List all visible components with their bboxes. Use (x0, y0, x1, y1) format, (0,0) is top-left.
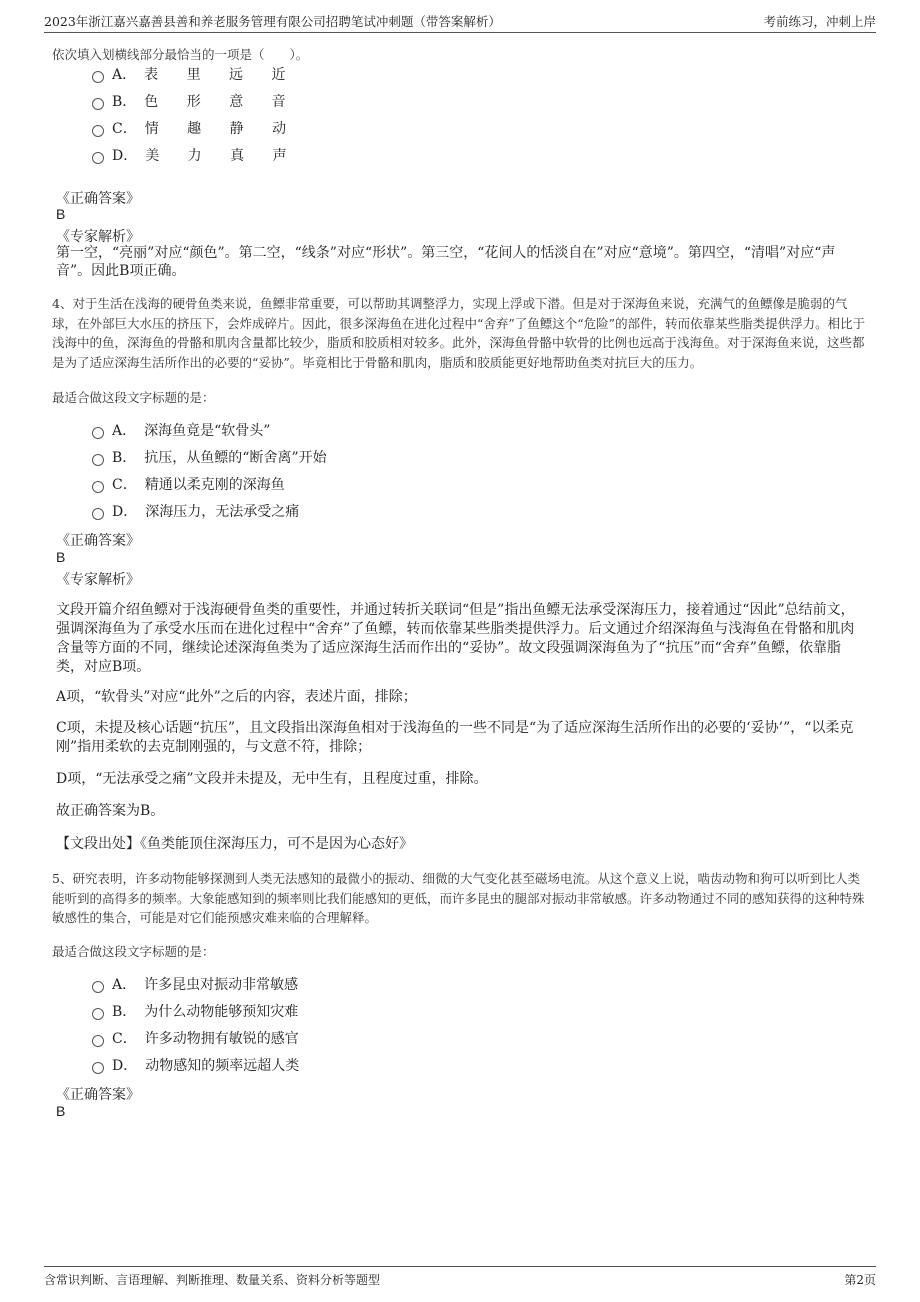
q4-analysis-d: D项，“无法承受之痛”文段并未提及，无中生有，且程度过重，排除。 (56, 771, 488, 787)
q4-analysis-a: A项，“软骨头”对应“此外”之后的内容，表述片面，排除； (56, 689, 417, 705)
q4-analysis-source: 【文段出处】《鱼类能顶住深海压力，可不是因为心态好》 (56, 836, 413, 852)
radio-button[interactable] (92, 125, 104, 137)
q5-prompt: 最适合做这段文字标题的是： (52, 944, 215, 959)
radio-button[interactable] (92, 98, 104, 110)
q3-analysis: 第一空，“亮丽”对应“颜色”。第二空，“线条”对应“形状”。第三空，“花间人的恬淡自在”对应“意境”。第四空，“清唱”对应“声音”。因此B项正确。 (56, 245, 836, 279)
q5-option-b[interactable]: B． 为什么动物能够预知灾难 (92, 1001, 298, 1021)
radio-button[interactable] (92, 1035, 104, 1047)
q5-option-a[interactable]: A． 许多昆虫对振动非常敏感 (92, 974, 298, 994)
page-number: 第2页 (844, 1273, 876, 1287)
radio-button[interactable] (92, 981, 104, 993)
q4-option-d[interactable]: D． 深海压力，无法承受之痛 (92, 501, 299, 521)
radio-button[interactable] (92, 1062, 104, 1074)
page-header (44, 10, 876, 33)
q5-option-c[interactable]: C． 许多动物拥有敏锐的感官 (92, 1028, 299, 1048)
q4-answer: B (56, 549, 66, 565)
q3-option-c[interactable]: C． 情 趣 静 动 (92, 118, 298, 138)
radio-button[interactable] (92, 427, 104, 439)
q4-option-b[interactable]: B． 抗压，从鱼鳔的“断舍离”开始 (92, 447, 327, 467)
q4-passage: 4、对于生活在浅海的硬骨鱼类来说，鱼鳔非常重要，可以帮助其调整浮力，实现上浮或下潜。但是对于深海鱼来说，充满气的鱼鳔像是脆弱的气球，在外部巨大水压的挤压下，会炸成碎片。因此，很多深海鱼在进化过程中“舍弃”了鱼鳔这个“危险”的部件，转而依靠某些脂类提供浮力。相比于浅海中的鱼，深海鱼的骨骼和肌肉含量都比较少，脂质和胶质相对较多。此外，深海鱼骨骼中软骨的比例也远高于浅海鱼。对于深海鱼来说，这些都是为了适应深海生活所作出的必要的“妥协”。毕竟相比于骨骼和肌肉，脂质和胶质能更好地帮助鱼类对抗巨大的压力。 (52, 296, 866, 370)
q3-answer: B (56, 206, 66, 222)
q5-passage: 5、研究表明，许多动物能够探测到人类无法感知的最微小的振动、细微的大气变化甚至磁场电流。从这个意义上说，啮齿动物和狗可以听到比人类能听到的高得多的频率。大象能感知到的频率则比我们能感知的更低，而许多昆虫的腿部对振动非常敏感。许多动物通过不同的感知获得的这种特殊敏感性的集合，可能是对它们能预感灾难来临的合理解释。 (52, 871, 865, 925)
footer-categories: 含常识判断、言语理解、判断推理、数量关系、资料分析等题型 (44, 1273, 381, 1287)
q3-option-a[interactable]: A． 表 里 远 近 (92, 64, 297, 84)
document-title: 2023年浙江嘉兴嘉善县善和养老服务管理有限公司招聘笔试冲刺题（带答案解析） (44, 14, 501, 29)
q4-option-c[interactable]: C． 精通以柔克刚的深海鱼 (92, 474, 285, 494)
q4-analysis-main: 文段开篇介绍鱼鳔对于浅海硬骨鱼类的重要性，并通过转折关联词“但是”指出鱼鳔无法承受深海压力，接着通过“因此”总结前文，强调深海鱼为了承受水压而在进化过程中“舍弃”了鱼鳔，转而依靠某些脂类提供浮力。后文通过介绍深海鱼与浅海鱼在骨骼和肌肉含量等方面的不同，继续论述深海鱼类为了适应深海生活而作出的“妥协”。故文段强调深海鱼为了“抗压”而“舍弃”鱼鳔，依靠脂类，对应B项。 (56, 602, 855, 675)
q5-answer-label: 《正确答案》 (56, 1087, 140, 1103)
radio-button[interactable] (92, 481, 104, 493)
q5-option-d[interactable]: D． 动物感知的频率远超人类 (92, 1055, 299, 1075)
q4-option-a[interactable]: A． 深海鱼竟是“软骨头” (92, 420, 270, 440)
radio-button[interactable] (92, 454, 104, 466)
q4-prompt: 最适合做这段文字标题的是： (52, 390, 215, 405)
q4-analysis-conclusion: 故正确答案为B。 (56, 803, 165, 819)
q3-intro: 依次填入划横线部分最恰当的一项是（ ）。 (52, 47, 309, 62)
q4-answer-label: 《正确答案》 (56, 533, 140, 549)
header-slogan: 考前练习，冲刺上岸 (763, 14, 876, 29)
q5-answer: B (56, 1103, 66, 1119)
radio-button[interactable] (92, 152, 104, 164)
q4-analysis-c: C项，未提及核心话题“抗压”，且文段指出深海鱼相对于浅海鱼的一些不同是“为了适应深海生活所作出的必要的‘妥协’”，“以柔克刚”指用柔软的去克制刚强的，与文意不符，排除； (56, 720, 854, 755)
radio-button[interactable] (92, 1008, 104, 1020)
radio-button[interactable] (92, 71, 104, 83)
q3-option-b[interactable]: B． 色 形 意 音 (92, 91, 298, 111)
q3-answer-label: 《正确答案》 (56, 191, 140, 207)
q3-option-d[interactable]: D． 美 力 真 声 (92, 145, 299, 165)
page-footer (44, 1266, 876, 1291)
q4-analysis-label: 《专家解析》 (56, 572, 140, 588)
q3-analysis-label: 《专家解析》 (56, 229, 140, 245)
radio-button[interactable] (92, 508, 104, 520)
